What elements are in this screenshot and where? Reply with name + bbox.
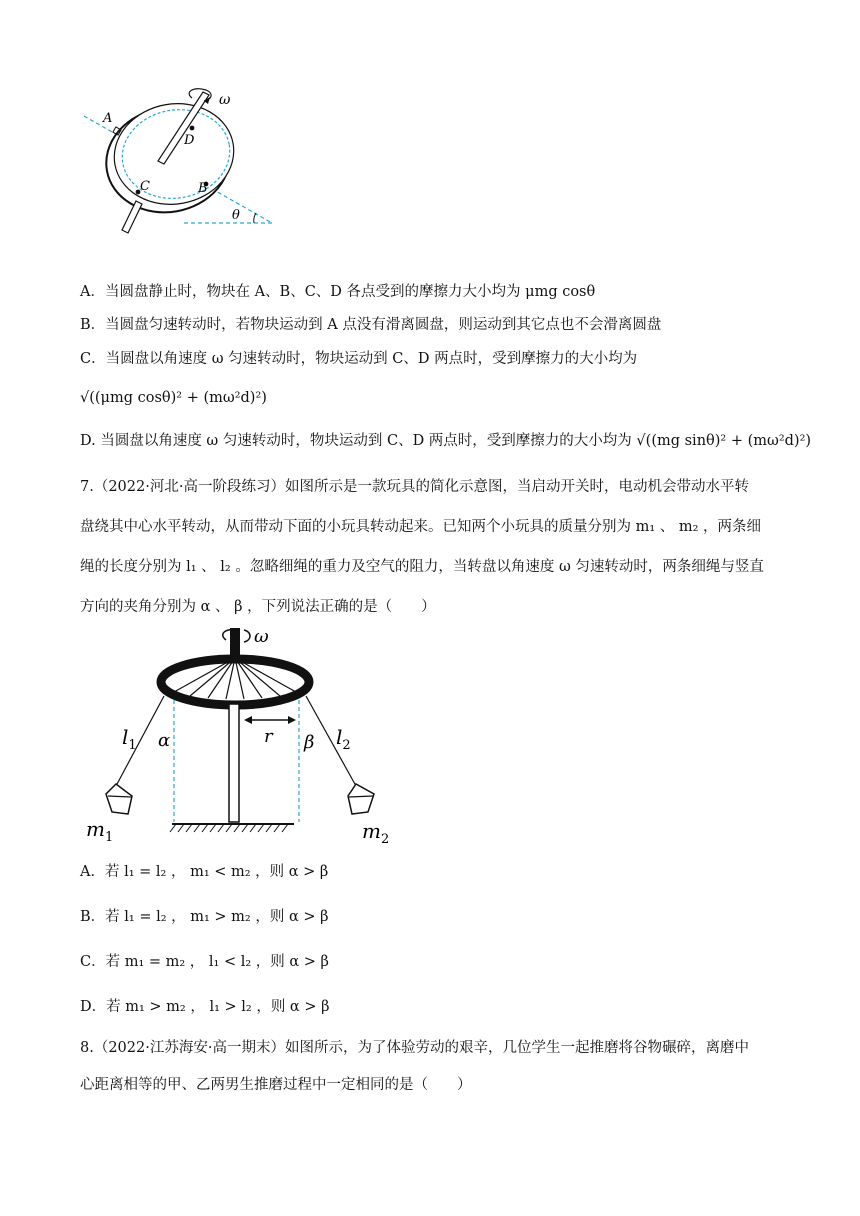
q6-option-a: A．当圆盘静止时，物块在 A、B、C、D 各点受到的摩擦力大小均为 μmg cosθ: [80, 284, 596, 300]
label-r: r: [264, 726, 273, 747]
label-beta: β: [304, 732, 315, 753]
q6-option-d-formula: √((mg sinθ)² + (mω²d)²): [636, 433, 812, 449]
label-m2: $m_2$: [362, 819, 390, 847]
q7-option-a: A．若 l₁ = l₂ ， m₁ < m₂ ，则 α > β: [80, 864, 329, 880]
q7-option-b: B．若 l₁ = l₂ ， m₁ > m₂ ，则 α > β: [80, 909, 329, 925]
label-D: D: [184, 133, 195, 148]
label-C: C: [140, 179, 150, 194]
label-l1: $l_1$: [122, 725, 137, 753]
q7-stem-line-2: 盘绕其中心水平转动，从而带动下面的小玩具转动起来。已知两个小玩具的质量分别为 m₁ 、 m₂ ，两条细: [80, 519, 762, 535]
tilted-disc-figure: [80, 88, 280, 238]
q6-option-c-formula: √((μmg cosθ)² + (mω²d)²): [80, 390, 267, 406]
q7-stem-line-3: 绳的长度分别为 l₁ 、 l₂ 。忽略细绳的重力及空气的阻力，当转盘以角速度 ω 匀速转动时，两条细绳与竖直: [80, 559, 764, 575]
label-theta: θ: [232, 208, 240, 223]
label-omega: ω: [219, 92, 231, 108]
label-m1: $m_1$: [86, 817, 114, 845]
label-l2: $l_2$: [336, 725, 351, 753]
q7-option-c: C．若 m₁ = m₂ ， l₁ < l₂ ，则 α > β: [80, 954, 329, 970]
q6-option-d-text: D. 当圆盘以角速度 ω 匀速转动时，物块运动到 C、D 两点时，受到摩擦力的大小均为: [80, 433, 632, 449]
rotating-toy-figure: [86, 626, 396, 848]
label-alpha: α: [158, 730, 171, 751]
q6-option-d: [80, 431, 811, 451]
q7-stem-line-4: 方向的夹角分别为 α 、 β ，下列说法正确的是（ ）: [80, 599, 436, 615]
q7-stem-line-1: 7.（2022·河北·高一阶段练习）如图所示是一款玩具的简化示意图，当启动开关时，电动机会带动水平转: [80, 479, 749, 495]
q8-stem-line-2: 心距离相等的甲、乙两男生推磨过程中一定相同的是（ ）: [80, 1077, 472, 1093]
label-A: A: [103, 111, 113, 126]
label-B: B: [198, 181, 208, 196]
q6-option-c: C．当圆盘以角速度 ω 匀速转动时，物块运动到 C、D 两点时，受到摩擦力的大小均为: [80, 351, 638, 367]
label-omega-2: ω: [254, 626, 269, 647]
q7-option-d: D．若 m₁ > m₂ ， l₁ > l₂ ，则 α > β: [80, 999, 330, 1015]
q6-option-b: B．当圆盘匀速转动时，若物块运动到 A 点没有滑离圆盘，则运动到其它点也不会滑离圆盘: [80, 317, 662, 333]
q8-stem-line-1: 8.（2022·江苏海安·高一期末）如图所示，为了体验劳动的艰辛，几位学生一起推磨将谷物碾碎，离磨中: [80, 1040, 749, 1056]
